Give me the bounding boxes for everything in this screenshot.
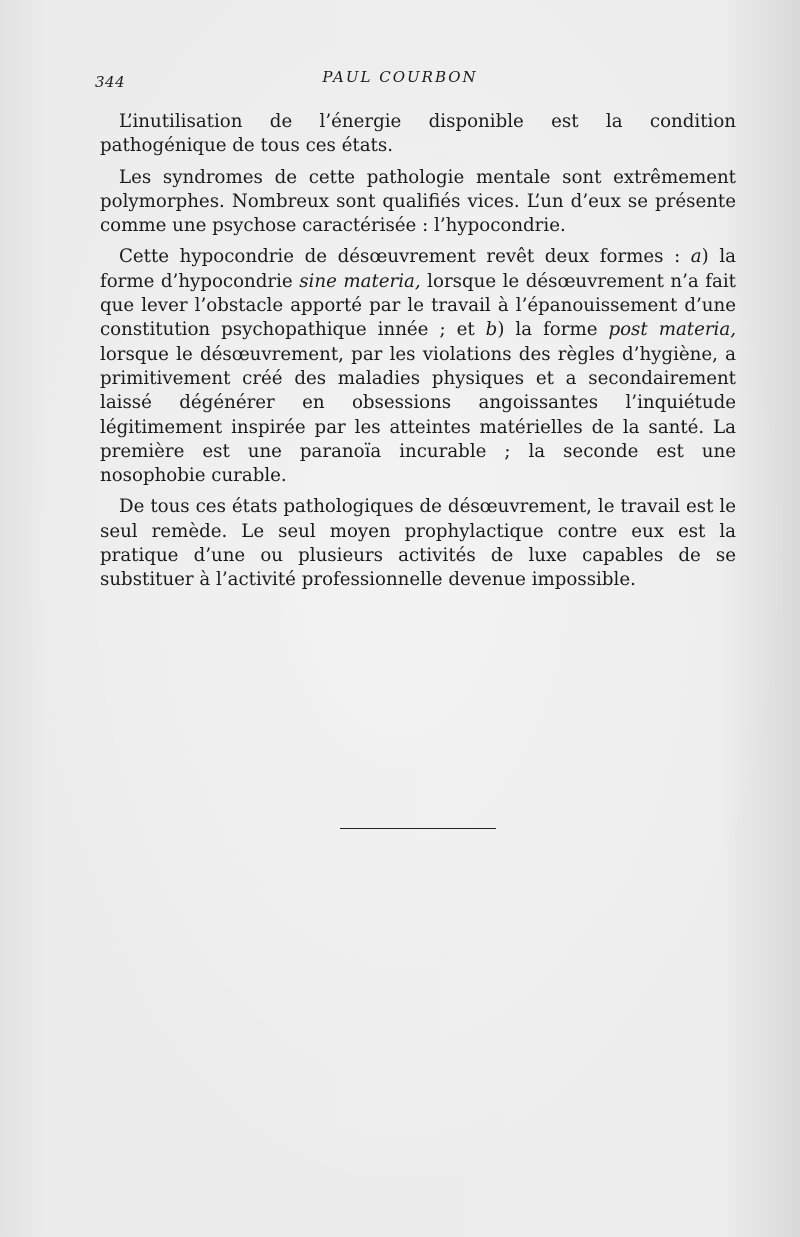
running-head: PAUL COURBON [322,68,478,86]
paragraph-text: lorsque le désœuvrement, par les violations des règles d’hygiène, a primitivement créé des maladies physiques et a secondairement laissé dégénérer en obsessions angoissantes l’inquiétude légitimement inspirée par les atteintes matérielles de la santé. La première est une paranoïa incurable ; la seconde est une nosophobie curable. [100,343,736,487]
paragraph-text: Cette hypocondrie de désœuvrement revêt deux formes : [119,246,691,268]
paragraph [100,245,736,488]
paragraph-text: ) la forme [497,319,609,341]
italic-text: sine materia, [299,270,421,292]
body-text [100,110,736,600]
end-rule [340,828,496,829]
italic-text: post materia, [608,319,737,341]
paragraph-text: ) la forme d’hypocondrie [100,246,736,292]
italic-text: a [690,246,702,268]
paragraph [100,166,736,239]
paragraph-text: lorsque le désœuvrement n’a fait que lever l’obstacle apporté par le travail à l’épanouissement d’une constitution psychopathique innée ; et [100,270,736,341]
paragraph-text: Les syndromes de cette pathologie mentale sont extrêmement polymorphes. Nombreux sont qualifiés vices. L’un d’eux se présente comme une psychose caractérisée : l’hypocondrie. [100,166,736,237]
italic-text: b [485,319,498,341]
paragraph [100,110,736,159]
paragraph-text: L’inutilisation de l’énergie disponible est la condition pathogénique de tous ces états. [100,111,736,157]
paragraph-text: De tous ces états pathologiques de désœuvrement, le travail est le seul remède. Le seul moyen prophylactique contre eux est la pratique d’une ou plusieurs activités de luxe capables de se substituer à l’activité professionnelle devenue impossible. [100,496,736,591]
page-number: 344 [95,73,126,91]
paragraph [100,495,736,592]
